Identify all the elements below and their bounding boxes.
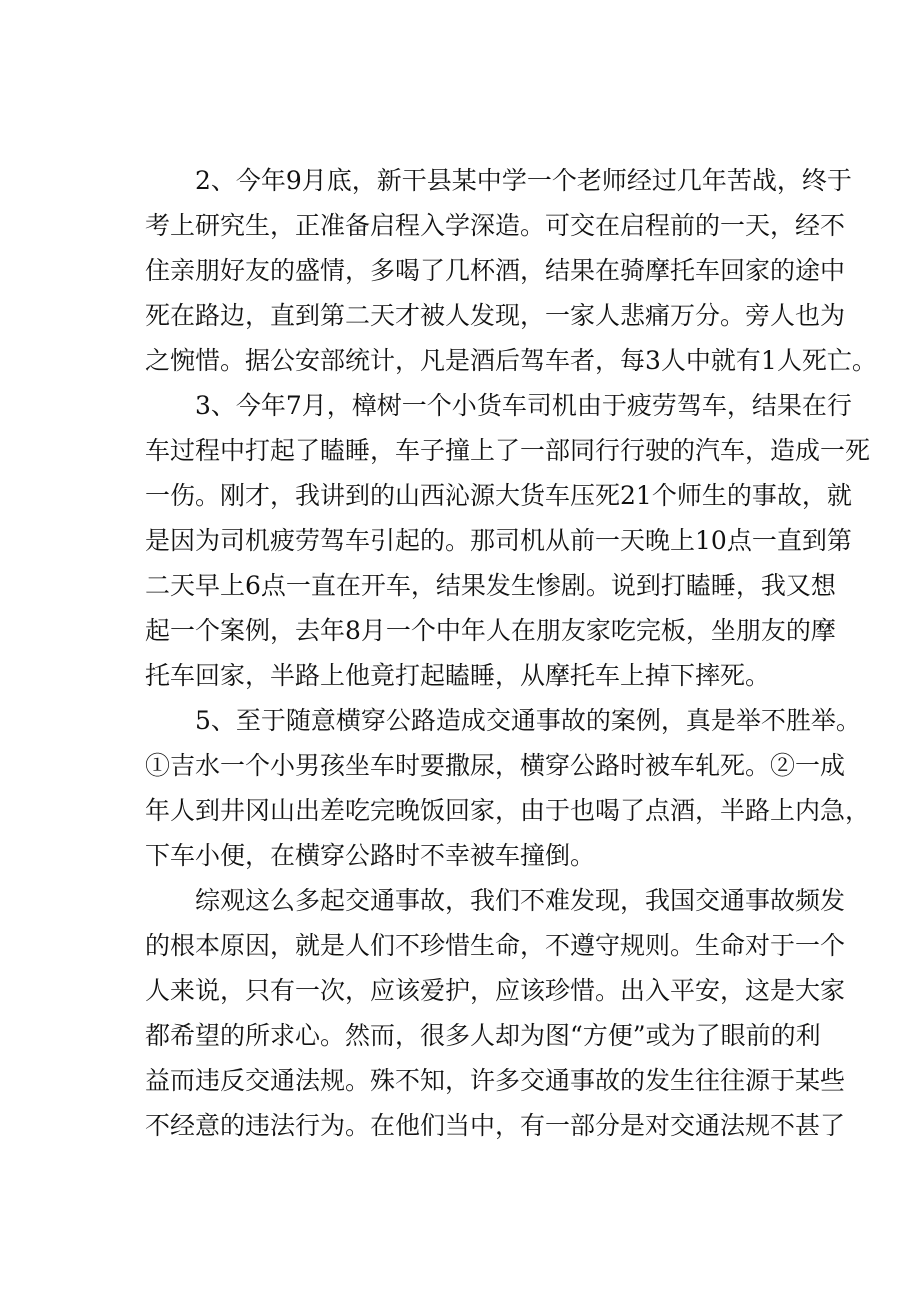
text-line: 之惋惜。据公安部统计，凡是酒后驾车者，每3人中就有1人死亡。 bbox=[145, 346, 877, 375]
document-page bbox=[145, 158, 877, 1148]
text-line: 综观这么多起交通事故，我们不难发现，我国交通事故频发 bbox=[195, 886, 846, 915]
text-line: 的根本原因，就是人们不珍惜生命，不遵守规则。生命对于一个 bbox=[145, 931, 846, 960]
text-line: 起一个案例，去年8月一个中年人在朋友家吃完板，坐朋友的摩 bbox=[145, 616, 836, 645]
text-line: 益而违反交通法规。殊不知，许多交通事故的发生往往源于某些 bbox=[145, 1066, 846, 1095]
text-line: 考上研究生，正准备启程入学深造。可交在启程前的一天，经不 bbox=[145, 211, 846, 240]
paragraph-crossing-road-case bbox=[145, 698, 871, 878]
text-line: 年人到井冈山出差吃完晚饭回家，由于也喝了点酒，半路上内急， bbox=[145, 796, 871, 825]
text-line: 都希望的所求心。然而，很多人却为图“方便”或为了眼前的利 bbox=[145, 1021, 821, 1050]
paragraph-fatigue-driving-case bbox=[145, 383, 871, 698]
text-line: 车过程中打起了瞌睡，车子撞上了一部同行行驶的汽车，造成一死 bbox=[145, 436, 871, 465]
text-line: 5、至于随意横穿公路造成交通事故的案例，真是举不胜举。 bbox=[195, 706, 861, 735]
text-line: 一伤。刚才，我讲到的山西沁源大货车压死21个师生的事故，就 bbox=[145, 481, 852, 510]
paragraph-summary bbox=[145, 878, 846, 1148]
text-line: ①吉水一个小男孩坐车时要撒尿，横穿公路时被车轧死。②一成 bbox=[145, 751, 846, 780]
text-line: 不经意的违法行为。在他们当中，有一部分是对交通法规不甚了 bbox=[145, 1111, 846, 1140]
paragraph-drunk-driving-case bbox=[145, 158, 877, 383]
text-line: 是因为司机疲劳驾车引起的。那司机从前一天晚上10点一直到第 bbox=[145, 526, 852, 555]
text-line: 3、今年7月，樟树一个小货车司机由于疲劳驾车，结果在行 bbox=[195, 391, 852, 420]
text-line: 人来说，只有一次，应该爱护，应该珍惜。出入平安，这是大家 bbox=[145, 976, 846, 1005]
text-line: 死在路边，直到第二天才被人发现，一家人悲痛万分。旁人也为 bbox=[145, 301, 846, 330]
text-line: 2、今年9月底，新干县某中学一个老师经过几年苦战，终于 bbox=[195, 166, 852, 195]
text-line: 下车小便，在横穿公路时不幸被车撞倒。 bbox=[145, 841, 596, 870]
text-line: 二天早上6点一直在开车，结果发生惨剧。说到打瞌睡，我又想 bbox=[145, 571, 836, 600]
text-line: 住亲朋好友的盛情，多喝了几杯酒，结果在骑摩托车回家的途中 bbox=[145, 256, 846, 285]
text-line: 托车回家，半路上他竟打起瞌睡，从摩托车上掉下摔死。 bbox=[145, 661, 771, 690]
